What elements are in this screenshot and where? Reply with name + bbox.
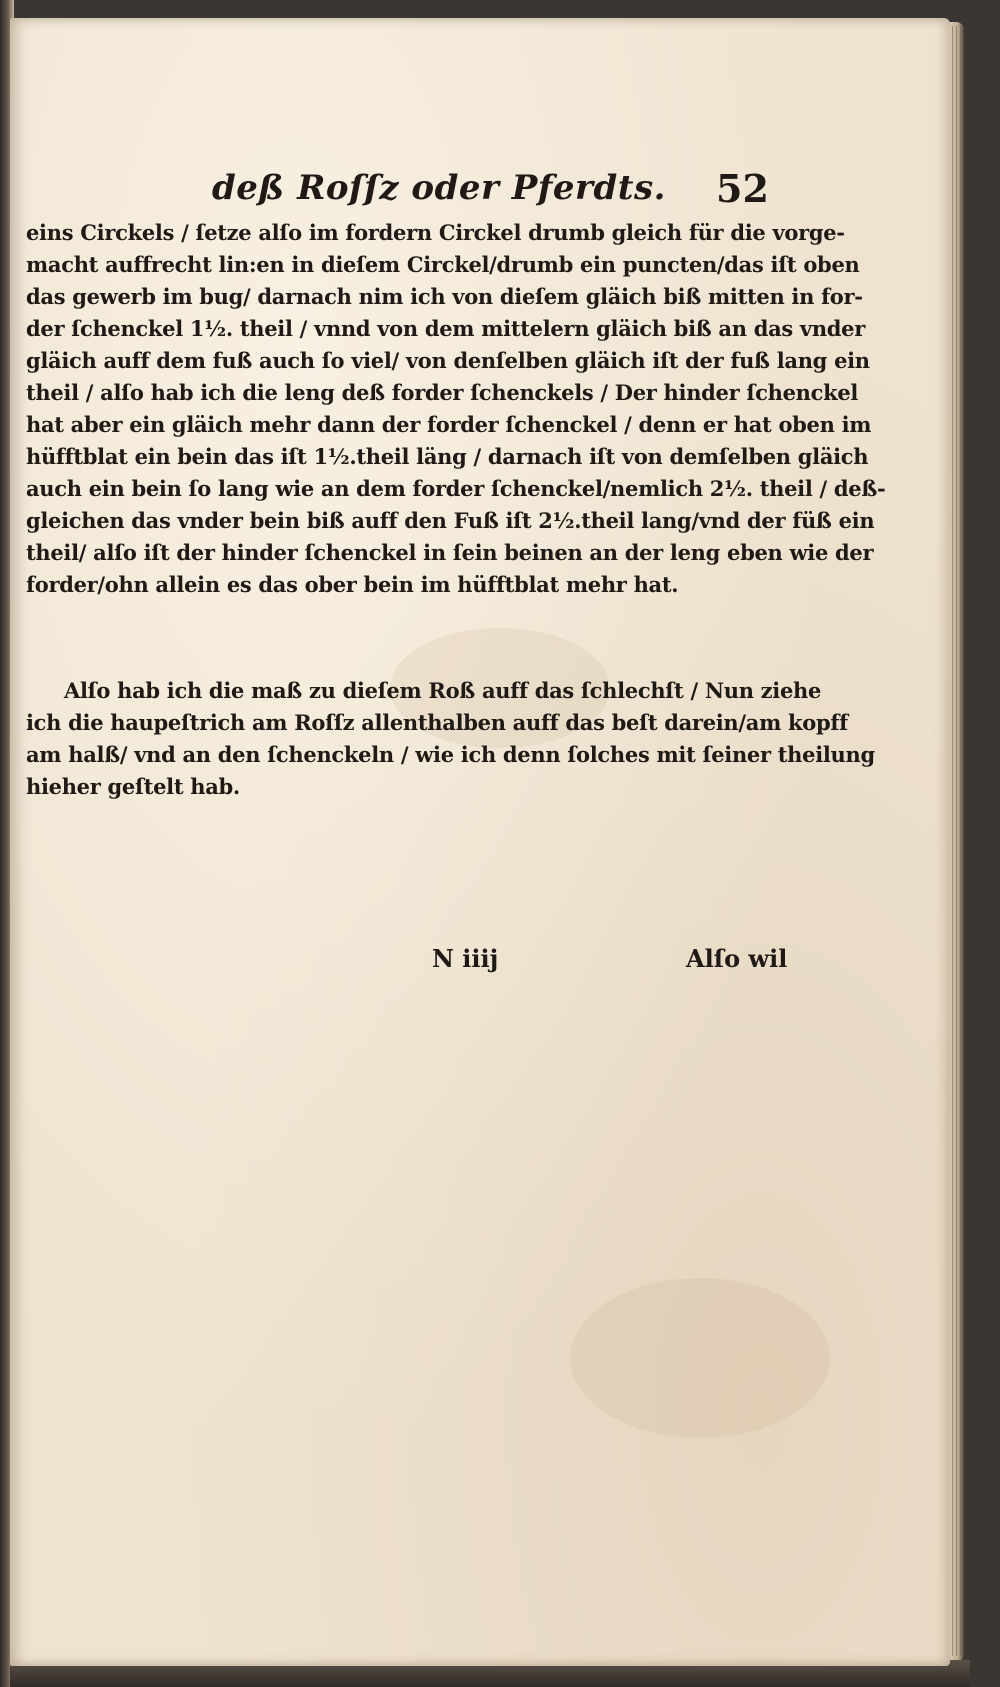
running-title: deß Roſſz oder Pferdts. bbox=[212, 168, 666, 208]
text-line: gläich auff dem fuß auch ſo viel/ von denſelben gläich iſt der fuß lang ein bbox=[26, 348, 870, 373]
text-line: der ſchenckel 1½. theil / vnnd von dem mittelern gläich biß an das vnder bbox=[26, 316, 866, 341]
text-line: theil/ alſo iſt der hinder ſchenckel in ſein beinen an der leng eben wie der bbox=[26, 540, 874, 565]
text-line: am halß/ vnd an den ſchenckeln / wie ich denn ſolches mit ſeiner theilung bbox=[26, 742, 875, 767]
text-line: auch ein bein ſo lang wie an dem forder ſchenckel/nemlich 2½. theil / deß- bbox=[26, 476, 886, 501]
text-line: gleichen das vnder bein biß auff den Fuß iſt 2½.theil lang/vnd der füß ein bbox=[26, 508, 875, 533]
text-line: forder/ohn allein es das ober bein im hüfftblat mehr hat. bbox=[26, 572, 679, 597]
signature-mark: N iiij bbox=[432, 944, 499, 973]
text-line: theil / alſo hab ich die leng deß forder ſchenckels / Der hinder ſchenckel bbox=[26, 380, 859, 405]
catchword: Alſo wil bbox=[686, 944, 788, 973]
text-line: das gewerb im bug/ darnach nim ich von dieſem gläich biß mitten in for- bbox=[26, 284, 863, 309]
page-number: 52 bbox=[716, 166, 769, 211]
page-stack-line bbox=[960, 26, 961, 1656]
paper-stain bbox=[570, 1278, 830, 1438]
text-line: macht auffrecht lin:en in dieſem Circkel/drumb ein puncten/das iſt oben bbox=[26, 252, 860, 277]
text-line: Alſo hab ich die maß zu dieſem Roß auff das ſchlechſt / Nun ziehe bbox=[64, 678, 822, 703]
page-stack-line bbox=[956, 26, 957, 1656]
text-line: hieher geſtelt hab. bbox=[26, 774, 240, 799]
page-stack-line bbox=[952, 26, 953, 1656]
text-line: eins Circkels / ſetze alſo im fordern Circkel drumb gleich für die vorge- bbox=[26, 220, 845, 245]
text-line: hüfftblat ein bein das iſt 1½.theil läng / darnach iſt von demſelben gläich bbox=[26, 444, 869, 469]
text-line: hat aber ein gläich mehr dann der forder ſchenckel / denn er hat oben im bbox=[26, 412, 872, 437]
text-line: ich die haupeſtrich am Roſſz allenthalben auff das beſt darein/am kopff bbox=[26, 710, 848, 735]
